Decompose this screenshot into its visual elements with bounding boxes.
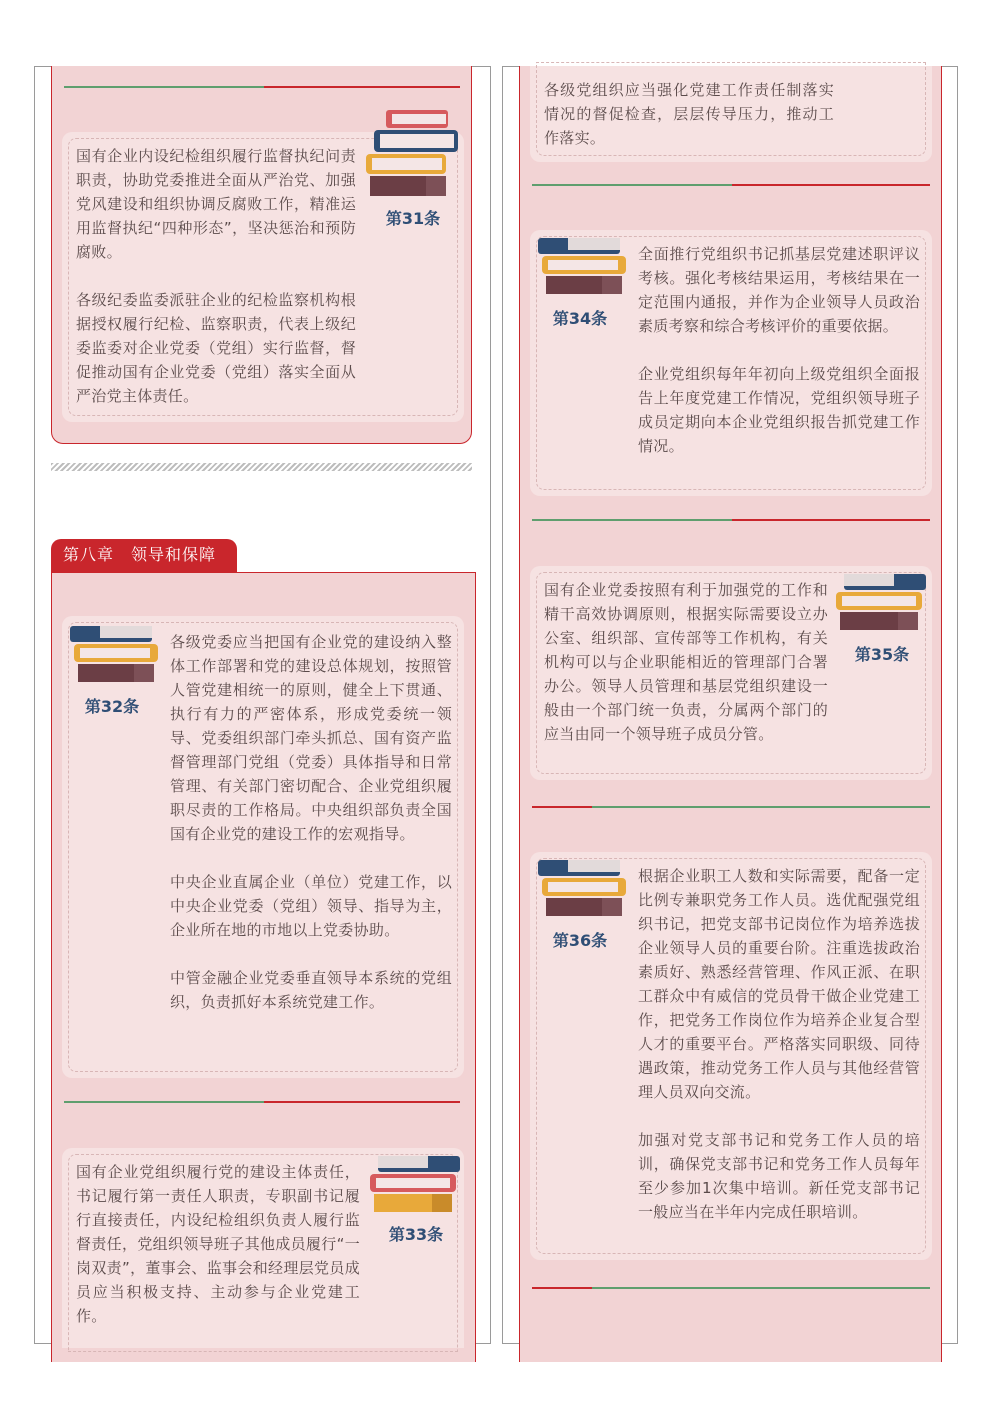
continued-body bbox=[544, 78, 834, 150]
article-33-body bbox=[76, 1160, 360, 1328]
article-card-33-continued bbox=[530, 66, 932, 162]
stacked-books-icon bbox=[366, 110, 460, 196]
article-number-35: 第35条 bbox=[854, 645, 910, 664]
paragraph: 国有企业党组织履行党的建设主体责任，书记履行第一责任人职责，专职副书记履行直接责任，内设纪检组织负责人履行监督责任，党组织领导班子其他成员履行“一岗双责”，董事会、监事会和经理层党员成员应当积极支持、主动参与企业党建工作。 bbox=[76, 1163, 360, 1325]
paragraph: 根据企业职工人数和实际需要，配备一定比例专兼职党务工作人员。选优配强党组织书记，把党支部书记岗位作为培养选拔企业领导人员的重要台阶。注重选拔政治素质好、熟悉经营管理、作风正派、在职工群众中有威信的党员骨干做企业党建工作，把党务工作岗位作为培养企业复合型人才的重要平台。严格落实同职级、同待遇政策，推动党务工作人员与其他经营管理人员双向交流。 bbox=[638, 867, 920, 1101]
stacked-books-icon bbox=[70, 626, 160, 682]
article-35-body bbox=[544, 578, 828, 746]
article-number-33: 第33条 bbox=[388, 1225, 444, 1244]
article-36-body bbox=[638, 864, 920, 1224]
paragraph: 中管金融企业党委垂直领导本系统的党组织，负责抓好本系统党建工作。 bbox=[170, 969, 452, 1011]
article-34-body bbox=[638, 242, 920, 458]
article-number-31: 第31条 bbox=[385, 209, 441, 228]
article-31-body bbox=[76, 144, 356, 408]
divider-line bbox=[64, 1101, 264, 1103]
divider-line bbox=[732, 519, 930, 521]
divider-line bbox=[532, 1287, 592, 1289]
hatched-separator bbox=[51, 463, 472, 471]
divider-line bbox=[732, 184, 930, 186]
paragraph: 各级纪委监委派驻企业的纪检监察机构根据授权履行纪检、监察职责，代表上级纪委监委对企业党委（党组）实行监督，督促推动国有企业党委（党组）落实全面从严治党主体责任。 bbox=[76, 291, 356, 405]
stacked-books-icon bbox=[370, 1156, 460, 1212]
paragraph: 各级党委应当把国有企业党的建设纳入整体工作部署和党的建设总体规划，按照管人管党建相统一的原则，健全上下贯通、执行有力的严密体系，形成党委统一领导、党委组织部门牵头抓总、国有资产监督管理部门党组（党委）具体指导和日常管理、有关部门密切配合、企业党组织履职尽责的工作格局。中央组织部负责全国国有企业党的建设工作的宏观指导。 bbox=[170, 633, 452, 843]
article-number-36: 第36条 bbox=[552, 931, 608, 950]
divider-line bbox=[64, 86, 264, 88]
stacked-books-icon bbox=[836, 574, 926, 630]
divider-line bbox=[592, 1287, 930, 1289]
paragraph: 全面推行党组织书记抓基层党建述职评议考核。强化考核结果运用，考核结果在一定范围内通报，并作为企业领导人员政治素质考察和综合考核评价的重要依据。 bbox=[638, 245, 920, 335]
paragraph: 国有企业党委按照有利于加强党的工作和精干高效协调原则，根据实际需要设立办公室、组织部、宣传部等工作机构，有关机构可以与企业职能相近的管理部门合署办公。领导人员管理和基层党组织建设一般由一个部门统一负责，分属两个部门的应当由同一个领导班子成员分管。 bbox=[544, 581, 828, 743]
divider-line bbox=[532, 806, 592, 808]
paragraph: 企业党组织每年年初向上级党组织全面报告上年度党建工作情况，党组织领导班子成员定期向本企业党组织报告抓党建工作情况。 bbox=[638, 365, 920, 455]
article-card-32 bbox=[62, 616, 464, 1078]
paragraph: 国有企业内设纪检组织履行监督执纪问责职责，协助党委推进全面从严治党、加强党风建设和组织协调反腐败工作，精准运用监督执纪“四种形态”，坚决惩治和预防腐败。 bbox=[76, 147, 356, 261]
article-number-32: 第32条 bbox=[84, 697, 140, 716]
divider-line bbox=[532, 519, 732, 521]
paragraph: 中央企业直属企业（单位）党建工作，以中央企业党委（党组）领导、指导为主，企业所在地的市地以上党委协助。 bbox=[170, 873, 452, 939]
stacked-books-icon bbox=[538, 860, 628, 916]
divider-line bbox=[264, 1101, 460, 1103]
article-32-body bbox=[170, 630, 452, 1014]
divider-line bbox=[532, 184, 732, 186]
paragraph: 加强对党支部书记和党务工作人员的培训，确保党支部书记和党务工作人员每年至少参加1次集中培训。新任党支部书记一般应当在半年内完成任职培训。 bbox=[638, 1131, 920, 1221]
paragraph: 各级党组织应当强化党建工作责任制落实情况的督促检查，层层传导压力，推动工作落实。 bbox=[544, 81, 834, 147]
article-number-34: 第34条 bbox=[552, 309, 608, 328]
divider-line bbox=[264, 86, 460, 88]
divider-line bbox=[592, 806, 930, 808]
stacked-books-icon bbox=[538, 238, 628, 294]
chapter-heading-tab: 第八章 领导和保障 bbox=[51, 539, 237, 573]
